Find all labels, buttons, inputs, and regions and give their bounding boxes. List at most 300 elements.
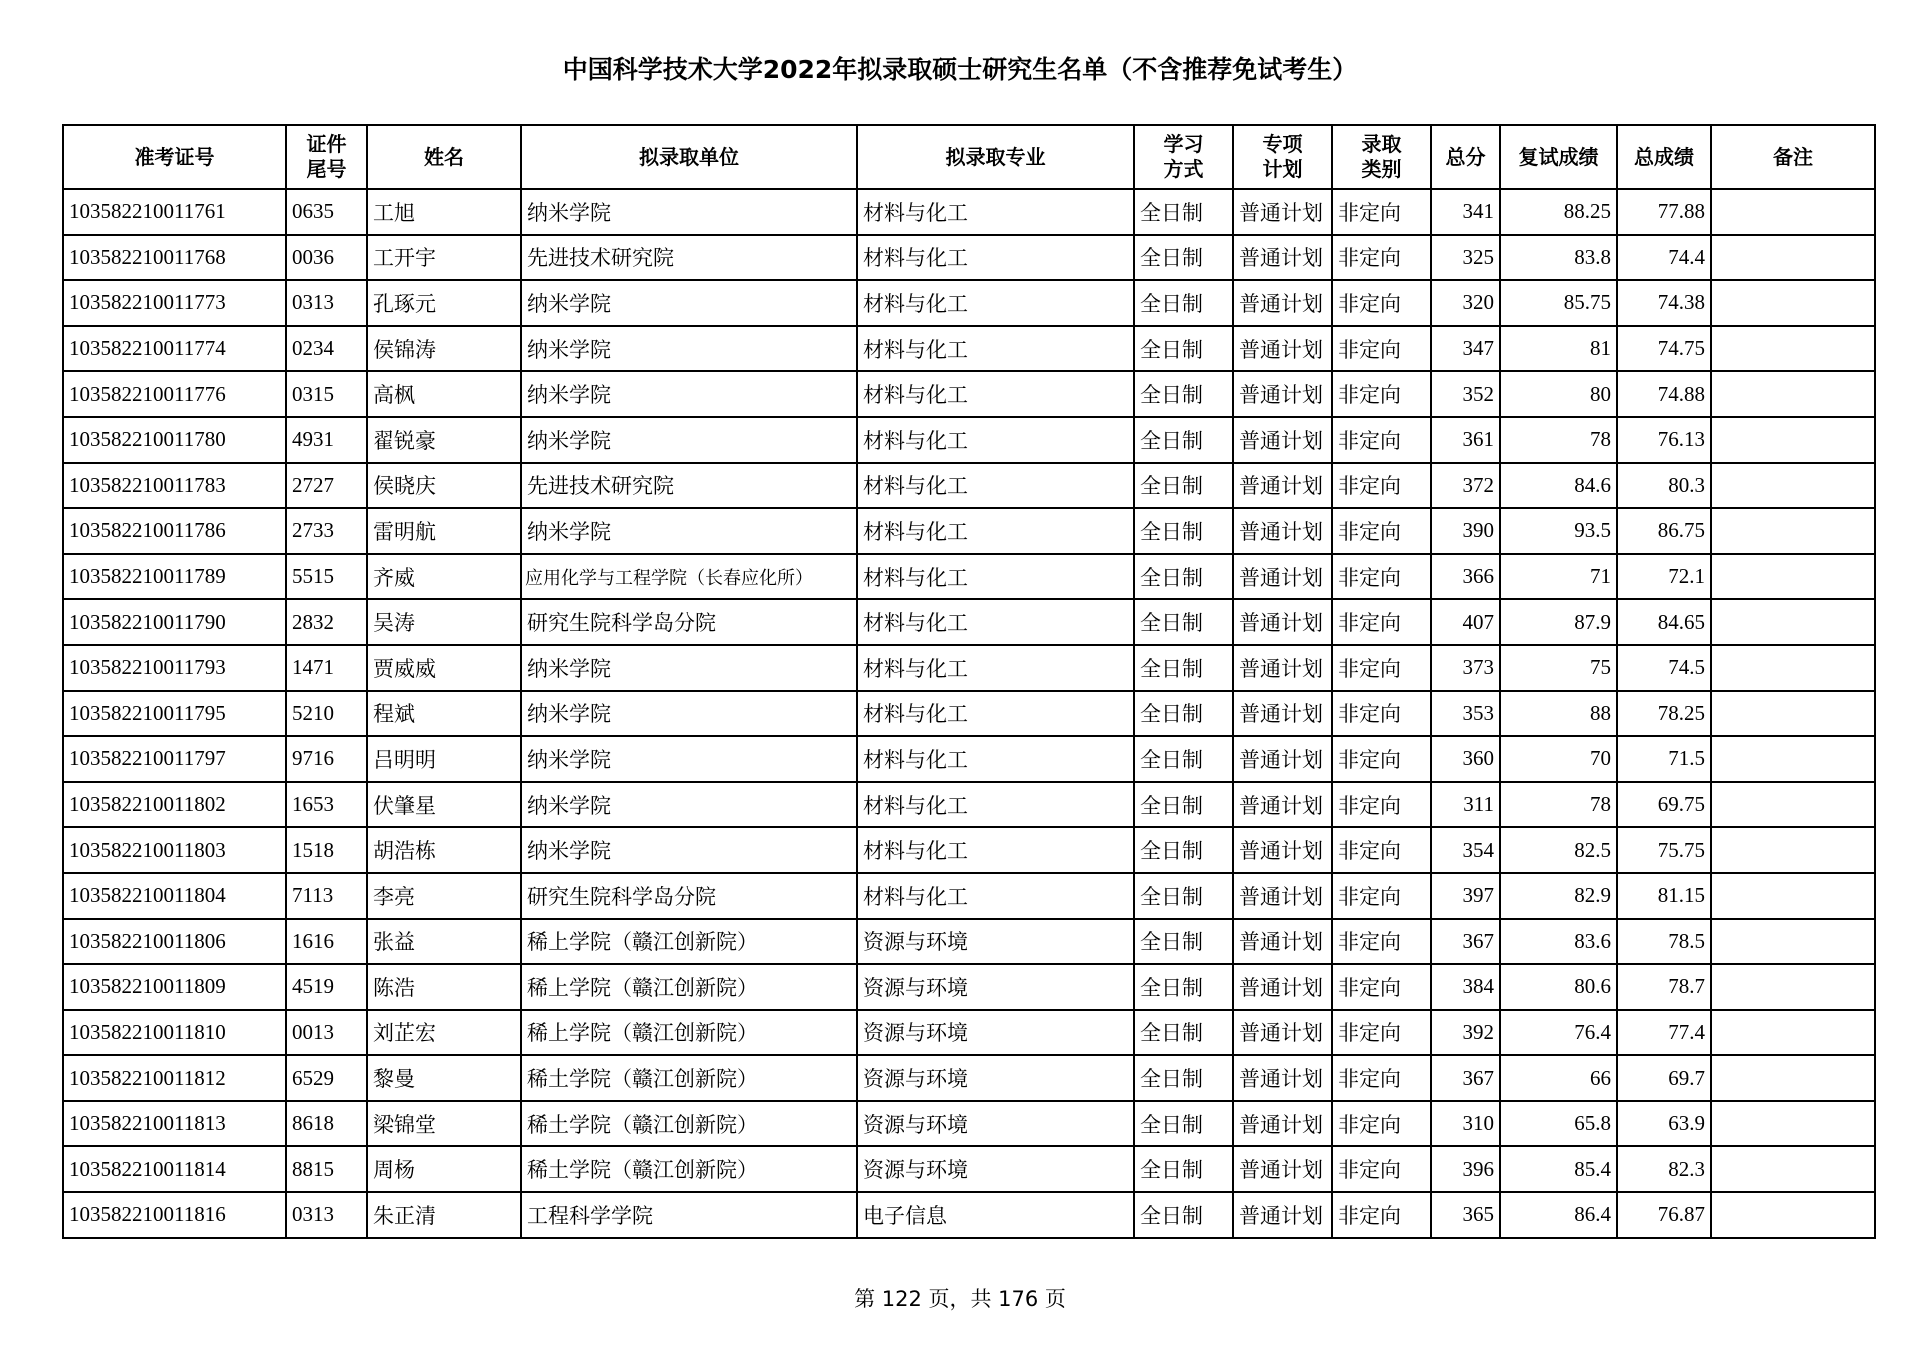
name-cell: 伏肇星 xyxy=(367,782,521,828)
admission-type-cell: 非定向 xyxy=(1332,919,1431,965)
table-row xyxy=(63,691,1875,737)
study-mode-cell: 全日制 xyxy=(1134,326,1233,372)
total-score-cell: 397 xyxy=(1431,873,1500,919)
total-score-cell: 367 xyxy=(1431,1055,1500,1101)
study-mode-cell: 全日制 xyxy=(1134,371,1233,417)
special-plan-cell: 普通计划 xyxy=(1233,691,1332,737)
table-row xyxy=(63,1192,1875,1238)
major-cell: 材料与化工 xyxy=(857,736,1134,782)
remark-cell xyxy=(1711,1192,1875,1238)
unit-cell: 稀上学院（赣江创新院） xyxy=(521,919,857,965)
name-cell: 工旭 xyxy=(367,189,521,235)
special-plan-cell: 普通计划 xyxy=(1233,736,1332,782)
final-score-cell: 69.7 xyxy=(1617,1055,1711,1101)
final-score-cell: 72.1 xyxy=(1617,554,1711,600)
unit-cell: 纳米学院 xyxy=(521,417,857,463)
admission-type-cell: 非定向 xyxy=(1332,554,1431,600)
total-score-cell: 384 xyxy=(1431,964,1500,1010)
major-cell: 材料与化工 xyxy=(857,189,1134,235)
id-suffix-cell: 2733 xyxy=(286,508,367,554)
name-cell: 孔琢元 xyxy=(367,280,521,326)
final-score-cell: 74.38 xyxy=(1617,280,1711,326)
id-suffix-cell: 8815 xyxy=(286,1146,367,1192)
id-suffix-cell: 1616 xyxy=(286,919,367,965)
exam-id-cell: 103582210011809 xyxy=(63,964,286,1010)
total-score-cell: 392 xyxy=(1431,1010,1500,1056)
retest-score-cell: 84.6 xyxy=(1500,463,1617,509)
special-plan-cell: 普通计划 xyxy=(1233,1192,1332,1238)
retest-score-cell: 86.4 xyxy=(1500,1192,1617,1238)
unit-cell: 纳米学院 xyxy=(521,326,857,372)
admission-type-cell: 非定向 xyxy=(1332,827,1431,873)
admission-type-cell: 非定向 xyxy=(1332,235,1431,281)
name-cell: 周杨 xyxy=(367,1146,521,1192)
special-plan-cell: 普通计划 xyxy=(1233,1146,1332,1192)
table-row xyxy=(63,599,1875,645)
special-plan-cell: 普通计划 xyxy=(1233,463,1332,509)
name-cell: 吕明明 xyxy=(367,736,521,782)
total-score-cell: 365 xyxy=(1431,1192,1500,1238)
retest-score-cell: 93.5 xyxy=(1500,508,1617,554)
table-row xyxy=(63,1010,1875,1056)
exam-id-cell: 103582210011783 xyxy=(63,463,286,509)
name-cell: 张益 xyxy=(367,919,521,965)
total-score-cell: 373 xyxy=(1431,645,1500,691)
admission-type-cell: 非定向 xyxy=(1332,371,1431,417)
admission-type-cell: 非定向 xyxy=(1332,599,1431,645)
exam-id-cell: 103582210011776 xyxy=(63,371,286,417)
exam-id-cell: 103582210011795 xyxy=(63,691,286,737)
total-score-cell: 366 xyxy=(1431,554,1500,600)
name-cell: 贾威威 xyxy=(367,645,521,691)
study-mode-cell: 全日制 xyxy=(1134,554,1233,600)
unit-cell: 研究生院科学岛分院 xyxy=(521,599,857,645)
major-cell: 资源与环境 xyxy=(857,964,1134,1010)
table-row xyxy=(63,417,1875,463)
exam-id-cell: 103582210011813 xyxy=(63,1101,286,1147)
total-score-cell: 311 xyxy=(1431,782,1500,828)
table-row xyxy=(63,827,1875,873)
table-body xyxy=(63,189,1875,1238)
unit-cell: 稀上学院（赣江创新院） xyxy=(521,964,857,1010)
major-cell: 材料与化工 xyxy=(857,827,1134,873)
final-score-cell: 81.15 xyxy=(1617,873,1711,919)
name-cell: 梁锦堂 xyxy=(367,1101,521,1147)
table-row xyxy=(63,736,1875,782)
study-mode-cell: 全日制 xyxy=(1134,508,1233,554)
name-cell: 陈浩 xyxy=(367,964,521,1010)
admission-type-cell: 非定向 xyxy=(1332,691,1431,737)
major-cell: 材料与化工 xyxy=(857,235,1134,281)
special-plan-cell: 普通计划 xyxy=(1233,326,1332,372)
study-mode-cell: 全日制 xyxy=(1134,1146,1233,1192)
name-cell: 齐威 xyxy=(367,554,521,600)
study-mode-cell: 全日制 xyxy=(1134,463,1233,509)
exam-id-cell: 103582210011797 xyxy=(63,736,286,782)
final-score-cell: 78.7 xyxy=(1617,964,1711,1010)
total-score-cell: 341 xyxy=(1431,189,1500,235)
id-suffix-cell: 5515 xyxy=(286,554,367,600)
special-plan-cell: 普通计划 xyxy=(1233,827,1332,873)
total-score-cell: 360 xyxy=(1431,736,1500,782)
total-score-cell: 353 xyxy=(1431,691,1500,737)
major-cell: 材料与化工 xyxy=(857,782,1134,828)
remark-cell xyxy=(1711,599,1875,645)
study-mode-cell: 全日制 xyxy=(1134,235,1233,281)
id-suffix-cell: 7113 xyxy=(286,873,367,919)
id-suffix-cell: 1518 xyxy=(286,827,367,873)
table-row xyxy=(63,782,1875,828)
name-cell: 侯晓庆 xyxy=(367,463,521,509)
exam-id-cell: 103582210011786 xyxy=(63,508,286,554)
final-score-cell: 71.5 xyxy=(1617,736,1711,782)
unit-cell: 稀土学院（赣江创新院） xyxy=(521,1055,857,1101)
unit-cell: 纳米学院 xyxy=(521,691,857,737)
name-cell: 翟锐豪 xyxy=(367,417,521,463)
total-score-cell: 396 xyxy=(1431,1146,1500,1192)
remark-cell xyxy=(1711,463,1875,509)
final-score-cell: 75.75 xyxy=(1617,827,1711,873)
final-score-cell: 78.5 xyxy=(1617,919,1711,965)
special-plan-cell: 普通计划 xyxy=(1233,964,1332,1010)
unit-cell: 稀上学院（赣江创新院） xyxy=(521,1010,857,1056)
admission-type-cell: 非定向 xyxy=(1332,280,1431,326)
final-score-cell: 69.75 xyxy=(1617,782,1711,828)
remark-cell xyxy=(1711,508,1875,554)
id-suffix-cell: 0234 xyxy=(286,326,367,372)
exam-id-cell: 103582210011802 xyxy=(63,782,286,828)
major-cell: 资源与环境 xyxy=(857,1055,1134,1101)
name-cell: 侯锦涛 xyxy=(367,326,521,372)
unit-cell: 纳米学院 xyxy=(521,371,857,417)
unit-cell: 先进技术研究院 xyxy=(521,235,857,281)
admission-type-cell: 非定向 xyxy=(1332,736,1431,782)
total-score-cell: 361 xyxy=(1431,417,1500,463)
exam-id-cell: 103582210011789 xyxy=(63,554,286,600)
major-cell: 材料与化工 xyxy=(857,645,1134,691)
special-plan-cell: 普通计划 xyxy=(1233,280,1332,326)
study-mode-cell: 全日制 xyxy=(1134,964,1233,1010)
study-mode-cell: 全日制 xyxy=(1134,280,1233,326)
admission-type-cell: 非定向 xyxy=(1332,189,1431,235)
major-cell: 材料与化工 xyxy=(857,554,1134,600)
table-row xyxy=(63,235,1875,281)
special-plan-cell: 普通计划 xyxy=(1233,1055,1332,1101)
study-mode-cell: 全日制 xyxy=(1134,599,1233,645)
major-cell: 材料与化工 xyxy=(857,371,1134,417)
admission-type-cell: 非定向 xyxy=(1332,645,1431,691)
col-header-major: 拟录取专业 xyxy=(857,125,1134,189)
total-score-cell: 390 xyxy=(1431,508,1500,554)
name-cell: 黎曼 xyxy=(367,1055,521,1101)
final-score-cell: 76.13 xyxy=(1617,417,1711,463)
remark-cell xyxy=(1711,189,1875,235)
admission-type-cell: 非定向 xyxy=(1332,1101,1431,1147)
remark-cell xyxy=(1711,873,1875,919)
special-plan-cell: 普通计划 xyxy=(1233,645,1332,691)
admission-type-cell: 非定向 xyxy=(1332,1192,1431,1238)
major-cell: 材料与化工 xyxy=(857,873,1134,919)
unit-cell: 先进技术研究院 xyxy=(521,463,857,509)
exam-id-cell: 103582210011803 xyxy=(63,827,286,873)
major-cell: 资源与环境 xyxy=(857,1010,1134,1056)
exam-id-cell: 103582210011774 xyxy=(63,326,286,372)
exam-id-cell: 103582210011773 xyxy=(63,280,286,326)
remark-cell xyxy=(1711,554,1875,600)
col-header-study-mode: 学习 方式 xyxy=(1134,125,1233,189)
total-score-cell: 310 xyxy=(1431,1101,1500,1147)
table-row xyxy=(63,1146,1875,1192)
page-number-footer: 第 122 页，共 176 页 xyxy=(854,1287,1066,1311)
unit-cell: 稀土学院（赣江创新院） xyxy=(521,1101,857,1147)
retest-score-cell: 80.6 xyxy=(1500,964,1617,1010)
retest-score-cell: 65.8 xyxy=(1500,1101,1617,1147)
admission-type-cell: 非定向 xyxy=(1332,326,1431,372)
special-plan-cell: 普通计划 xyxy=(1233,554,1332,600)
unit-cell: 纳米学院 xyxy=(521,782,857,828)
table-row xyxy=(63,1101,1875,1147)
table-row xyxy=(63,919,1875,965)
table-row xyxy=(63,508,1875,554)
major-cell: 资源与环境 xyxy=(857,1101,1134,1147)
header-row xyxy=(63,125,1875,189)
col-header-name: 姓名 xyxy=(367,125,521,189)
exam-id-cell: 103582210011814 xyxy=(63,1146,286,1192)
col-header-retest-score: 复试成绩 xyxy=(1500,125,1617,189)
major-cell: 材料与化工 xyxy=(857,599,1134,645)
final-score-cell: 82.3 xyxy=(1617,1146,1711,1192)
study-mode-cell: 全日制 xyxy=(1134,1192,1233,1238)
exam-id-cell: 103582210011804 xyxy=(63,873,286,919)
exam-id-cell: 103582210011768 xyxy=(63,235,286,281)
total-score-cell: 354 xyxy=(1431,827,1500,873)
unit-cell: 稀土学院（赣江创新院） xyxy=(521,1146,857,1192)
major-cell: 材料与化工 xyxy=(857,326,1134,372)
exam-id-cell: 103582210011761 xyxy=(63,189,286,235)
remark-cell xyxy=(1711,280,1875,326)
retest-score-cell: 78 xyxy=(1500,417,1617,463)
remark-cell xyxy=(1711,645,1875,691)
id-suffix-cell: 0635 xyxy=(286,189,367,235)
final-score-cell: 74.4 xyxy=(1617,235,1711,281)
table-row xyxy=(63,873,1875,919)
name-cell: 胡浩栋 xyxy=(367,827,521,873)
special-plan-cell: 普通计划 xyxy=(1233,189,1332,235)
table-row xyxy=(63,463,1875,509)
retest-score-cell: 71 xyxy=(1500,554,1617,600)
id-suffix-cell: 4931 xyxy=(286,417,367,463)
retest-score-cell: 85.75 xyxy=(1500,280,1617,326)
table-row xyxy=(63,645,1875,691)
total-score-cell: 352 xyxy=(1431,371,1500,417)
major-cell: 材料与化工 xyxy=(857,691,1134,737)
exam-id-cell: 103582210011780 xyxy=(63,417,286,463)
remark-cell xyxy=(1711,371,1875,417)
retest-score-cell: 83.6 xyxy=(1500,919,1617,965)
remark-cell xyxy=(1711,1010,1875,1056)
col-header-special-plan: 专项 计划 xyxy=(1233,125,1332,189)
major-cell: 材料与化工 xyxy=(857,280,1134,326)
exam-id-cell: 103582210011816 xyxy=(63,1192,286,1238)
unit-cell: 应用化学与工程学院（长春应化所） xyxy=(521,554,857,600)
id-suffix-cell: 8618 xyxy=(286,1101,367,1147)
major-cell: 电子信息 xyxy=(857,1192,1134,1238)
remark-cell xyxy=(1711,919,1875,965)
exam-id-cell: 103582210011810 xyxy=(63,1010,286,1056)
id-suffix-cell: 2832 xyxy=(286,599,367,645)
remark-cell xyxy=(1711,782,1875,828)
retest-score-cell: 83.8 xyxy=(1500,235,1617,281)
table-row xyxy=(63,371,1875,417)
remark-cell xyxy=(1711,235,1875,281)
retest-score-cell: 82.9 xyxy=(1500,873,1617,919)
final-score-cell: 76.87 xyxy=(1617,1192,1711,1238)
retest-score-cell: 76.4 xyxy=(1500,1010,1617,1056)
admission-type-cell: 非定向 xyxy=(1332,1146,1431,1192)
unit-cell: 纳米学院 xyxy=(521,508,857,554)
id-suffix-cell: 4519 xyxy=(286,964,367,1010)
id-suffix-cell: 0313 xyxy=(286,280,367,326)
id-suffix-cell: 0013 xyxy=(286,1010,367,1056)
id-suffix-cell: 9716 xyxy=(286,736,367,782)
col-header-admission-type: 录取 类别 xyxy=(1332,125,1431,189)
id-suffix-cell: 5210 xyxy=(286,691,367,737)
remark-cell xyxy=(1711,417,1875,463)
col-header-exam-id: 准考证号 xyxy=(63,125,286,189)
unit-cell: 纳米学院 xyxy=(521,280,857,326)
retest-score-cell: 87.9 xyxy=(1500,599,1617,645)
major-cell: 材料与化工 xyxy=(857,508,1134,554)
special-plan-cell: 普通计划 xyxy=(1233,782,1332,828)
total-score-cell: 347 xyxy=(1431,326,1500,372)
id-suffix-cell: 1653 xyxy=(286,782,367,828)
name-cell: 程斌 xyxy=(367,691,521,737)
total-score-cell: 372 xyxy=(1431,463,1500,509)
study-mode-cell: 全日制 xyxy=(1134,645,1233,691)
exam-id-cell: 103582210011790 xyxy=(63,599,286,645)
name-cell: 朱正清 xyxy=(367,1192,521,1238)
name-cell: 雷明航 xyxy=(367,508,521,554)
study-mode-cell: 全日制 xyxy=(1134,417,1233,463)
special-plan-cell: 普通计划 xyxy=(1233,919,1332,965)
final-score-cell: 77.88 xyxy=(1617,189,1711,235)
name-cell: 李亮 xyxy=(367,873,521,919)
col-header-unit: 拟录取单位 xyxy=(521,125,857,189)
retest-score-cell: 85.4 xyxy=(1500,1146,1617,1192)
retest-score-cell: 70 xyxy=(1500,736,1617,782)
admission-type-cell: 非定向 xyxy=(1332,1010,1431,1056)
admission-type-cell: 非定向 xyxy=(1332,1055,1431,1101)
remark-cell xyxy=(1711,691,1875,737)
special-plan-cell: 普通计划 xyxy=(1233,599,1332,645)
remark-cell xyxy=(1711,964,1875,1010)
id-suffix-cell: 2727 xyxy=(286,463,367,509)
table-row xyxy=(63,326,1875,372)
study-mode-cell: 全日制 xyxy=(1134,189,1233,235)
admission-type-cell: 非定向 xyxy=(1332,463,1431,509)
study-mode-cell: 全日制 xyxy=(1134,691,1233,737)
final-score-cell: 74.88 xyxy=(1617,371,1711,417)
id-suffix-cell: 0315 xyxy=(286,371,367,417)
study-mode-cell: 全日制 xyxy=(1134,919,1233,965)
table-row xyxy=(63,554,1875,600)
id-suffix-cell: 6529 xyxy=(286,1055,367,1101)
unit-cell: 工程科学学院 xyxy=(521,1192,857,1238)
special-plan-cell: 普通计划 xyxy=(1233,873,1332,919)
retest-score-cell: 82.5 xyxy=(1500,827,1617,873)
retest-score-cell: 80 xyxy=(1500,371,1617,417)
retest-score-cell: 88.25 xyxy=(1500,189,1617,235)
col-header-id-suffix: 证件 尾号 xyxy=(286,125,367,189)
col-header-remark: 备注 xyxy=(1711,125,1875,189)
col-header-total-score: 总分 xyxy=(1431,125,1500,189)
exam-id-cell: 103582210011806 xyxy=(63,919,286,965)
remark-cell xyxy=(1711,827,1875,873)
study-mode-cell: 全日制 xyxy=(1134,1055,1233,1101)
final-score-cell: 78.25 xyxy=(1617,691,1711,737)
id-suffix-cell: 1471 xyxy=(286,645,367,691)
retest-score-cell: 66 xyxy=(1500,1055,1617,1101)
table-row xyxy=(63,189,1875,235)
remark-cell xyxy=(1711,1055,1875,1101)
study-mode-cell: 全日制 xyxy=(1134,1010,1233,1056)
exam-id-cell: 103582210011793 xyxy=(63,645,286,691)
name-cell: 刘芷宏 xyxy=(367,1010,521,1056)
unit-cell: 纳米学院 xyxy=(521,827,857,873)
remark-cell xyxy=(1711,326,1875,372)
name-cell: 工开宇 xyxy=(367,235,521,281)
final-score-cell: 63.9 xyxy=(1617,1101,1711,1147)
name-cell: 高枫 xyxy=(367,371,521,417)
remark-cell xyxy=(1711,1146,1875,1192)
final-score-cell: 80.3 xyxy=(1617,463,1711,509)
special-plan-cell: 普通计划 xyxy=(1233,508,1332,554)
remark-cell xyxy=(1711,1101,1875,1147)
remark-cell xyxy=(1711,736,1875,782)
retest-score-cell: 88 xyxy=(1500,691,1617,737)
total-score-cell: 325 xyxy=(1431,235,1500,281)
unit-cell: 纳米学院 xyxy=(521,189,857,235)
final-score-cell: 86.75 xyxy=(1617,508,1711,554)
retest-score-cell: 78 xyxy=(1500,782,1617,828)
admission-type-cell: 非定向 xyxy=(1332,964,1431,1010)
total-score-cell: 407 xyxy=(1431,599,1500,645)
final-score-cell: 77.4 xyxy=(1617,1010,1711,1056)
admission-type-cell: 非定向 xyxy=(1332,417,1431,463)
major-cell: 材料与化工 xyxy=(857,463,1134,509)
retest-score-cell: 75 xyxy=(1500,645,1617,691)
table-row xyxy=(63,1055,1875,1101)
id-suffix-cell: 0036 xyxy=(286,235,367,281)
admission-type-cell: 非定向 xyxy=(1332,508,1431,554)
study-mode-cell: 全日制 xyxy=(1134,782,1233,828)
total-score-cell: 320 xyxy=(1431,280,1500,326)
page-title: 中国科学技术大学2022年拟录取硕士研究生名单（不含推荐免试考生） xyxy=(562,55,1358,84)
study-mode-cell: 全日制 xyxy=(1134,1101,1233,1147)
final-score-cell: 74.5 xyxy=(1617,645,1711,691)
final-score-cell: 84.65 xyxy=(1617,599,1711,645)
unit-cell: 纳米学院 xyxy=(521,736,857,782)
major-cell: 资源与环境 xyxy=(857,1146,1134,1192)
unit-cell: 纳米学院 xyxy=(521,645,857,691)
table-row xyxy=(63,280,1875,326)
special-plan-cell: 普通计划 xyxy=(1233,1101,1332,1147)
retest-score-cell: 81 xyxy=(1500,326,1617,372)
special-plan-cell: 普通计划 xyxy=(1233,1010,1332,1056)
study-mode-cell: 全日制 xyxy=(1134,736,1233,782)
major-cell: 资源与环境 xyxy=(857,919,1134,965)
study-mode-cell: 全日制 xyxy=(1134,873,1233,919)
